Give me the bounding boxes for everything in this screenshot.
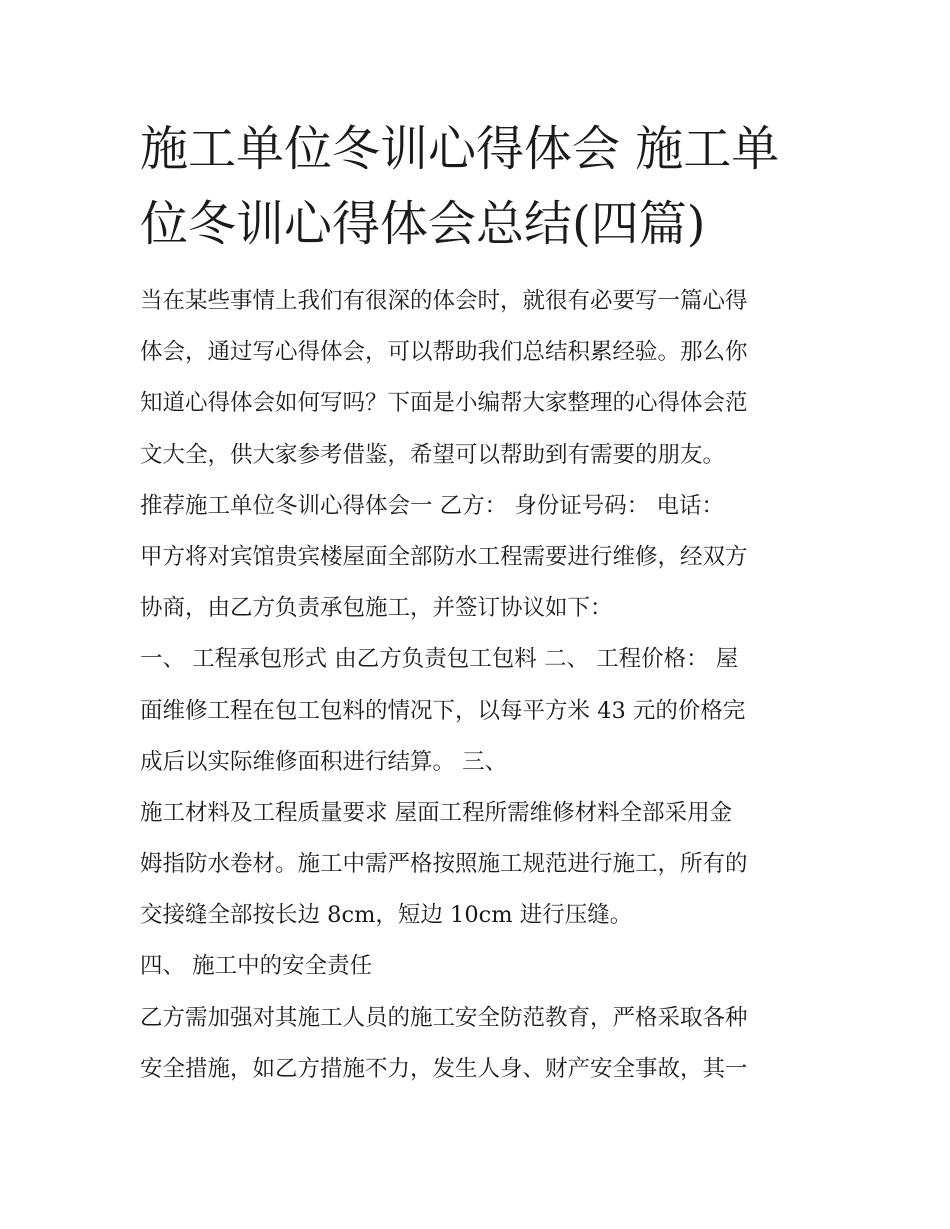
paragraph-line: 四、 施工中的安全责任 xyxy=(140,953,373,980)
paragraph-line: 交接缝全部按长边 8cm，短边 10cm 进行压缝。 xyxy=(140,902,633,929)
paragraph-line: 当在某些事情上我们有很深的体会时，就很有必要写一篇心得 xyxy=(140,288,748,314)
title-line-1: 施工单位冬训心得体会 施工单 xyxy=(140,121,780,177)
document-title xyxy=(140,112,820,262)
paragraph-line: 一、 工程承包形式 由乙方负责包工包料 二、 工程价格： 屋 xyxy=(140,646,739,673)
paragraph-line: 施工材料及工程质量要求 屋面工程所需维修材料全部采用金 xyxy=(140,799,733,826)
paragraph-line: 成后以实际维修面积进行结算。 三、 xyxy=(140,748,508,775)
paragraph-line: 知道心得体会如何写吗？下面是小编帮大家整理的心得体会范 xyxy=(140,390,748,417)
paragraph-line: 体会，通过写心得体会，可以帮助我们总结积累经验。那么你 xyxy=(140,339,748,366)
document-body xyxy=(140,276,820,1095)
paragraph-line: 面维修工程在包工包料的情况下，以每平方米 43 元的价格完 xyxy=(140,697,746,724)
paragraph-line: 协商，由乙方负责承包施工，并签订协议如下： xyxy=(140,595,613,622)
paragraph-line: 姆指防水卷材。施工中需严格按照施工规范进行施工，所有的 xyxy=(140,851,748,878)
paragraph-line: 安全措施，如乙方措施不力，发生人身、财产安全事故，其一 xyxy=(140,1055,748,1082)
paragraph-line: 甲方将对宾馆贵宾楼屋面全部防水工程需要进行维修，经双方 xyxy=(140,543,748,570)
title-line-2: 位冬训心得体会总结(四篇) xyxy=(140,196,706,252)
paragraph-line: 文大全，供大家参考借鉴，希望可以帮助到有需要的朋友。 xyxy=(140,441,726,468)
paragraph-line: 推荐施工单位冬训心得体会一 乙方： 身份证号码： 电话： xyxy=(140,492,724,519)
paragraph-line: 乙方需加强对其施工人员的施工安全防范教育，严格采取各种 xyxy=(140,1004,748,1031)
